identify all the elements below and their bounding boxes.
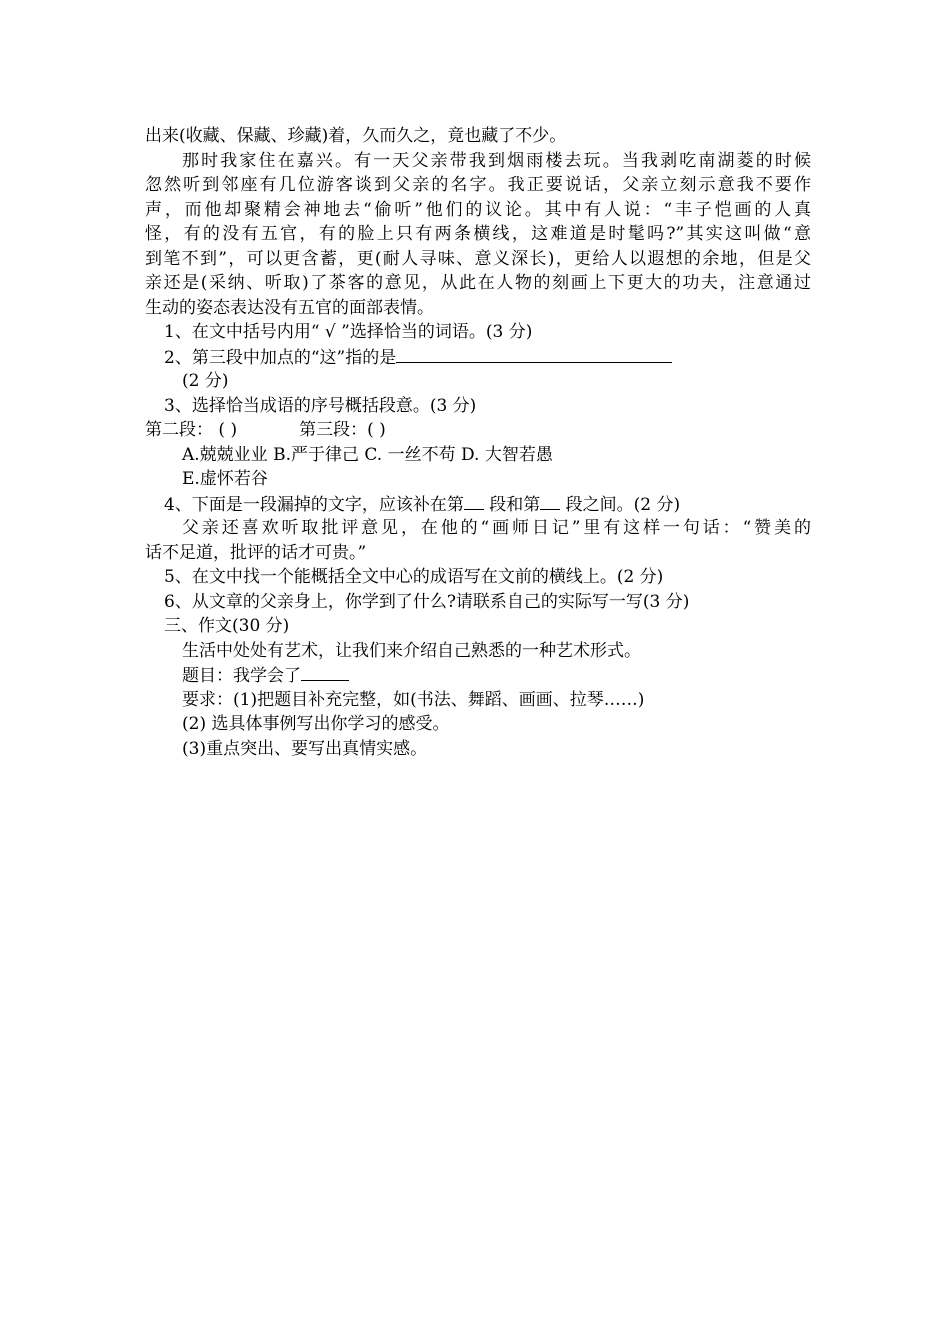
composition-title xyxy=(145,663,811,688)
question-3: 3、选择恰当成语的序号概括段意。(3 分) xyxy=(164,395,477,416)
question-4-blank-1[interactable] xyxy=(464,492,484,510)
composition-intro: 生活中处处有艺术，让我们来介绍自己熟悉的一种艺术形式。 xyxy=(182,640,641,661)
question-2 xyxy=(145,345,811,370)
question-3-para3: 第三段：( ) xyxy=(299,420,386,440)
question-2-text: 2、第三段中加点的“这”指的是 xyxy=(164,347,397,368)
passage-para2-line-2: 忽然听到邻座有几位游客谈到父亲的名字。我正要说话，父亲立刻示意我不要作 xyxy=(145,175,811,195)
composition-requirement-2: (2) 选具体事例写出你学习的感受。 xyxy=(182,714,450,734)
composition-requirement-1: 要求：(1)把题目补充完整，如(书法、舞蹈、画画、拉琴……) xyxy=(182,689,645,710)
question-3-options-1: A.兢兢业业 B.严于律己 C. 一丝不苟 D. 大智若愚 xyxy=(182,444,553,465)
passage-para2-line-5: 到笔不到”，可以更含蓄，更(耐人寻味、意义深长)，更给人以遐想的余地，但是父 xyxy=(145,248,811,269)
question-4-suffix: 段之间。(2 分) xyxy=(565,494,681,515)
question-3-options-2: E.虚怀若谷 xyxy=(182,469,268,489)
question-6: 6、从文章的父亲身上，你学到了什么?请联系自己的实际写一写(3 分) xyxy=(164,591,690,612)
composition-requirement-3: (3)重点突出、要写出真情实感。 xyxy=(182,738,428,759)
passage-para2-line-6: 亲还是(采纳、听取)了茶客的意见，从此在人物的刻画上下更大的功夫，注意通过 xyxy=(145,273,811,293)
document-body xyxy=(145,124,811,761)
passage-para2-line-1: 那时我家住在嘉兴。有一天父亲带我到烟雨楼去玩。当我剥吃南湖菱的时候 xyxy=(182,150,811,171)
passage-para2-line-7: 生动的姿态表达没有五官的面部表情。 xyxy=(145,297,434,318)
passage-para2-line-3: 声，而他却聚精会神地去“偷听”他们的议论。其中有人说：“丰子恺画的人真 xyxy=(145,199,811,220)
passage-line-1: 出来(收藏、保藏、珍藏)着，久而久之，竟也藏了不少。 xyxy=(145,126,567,146)
question-5: 5、在文中找一个能概括全文中心的成语写在文前的横线上。(2 分) xyxy=(164,567,664,587)
question-4-blank-2[interactable] xyxy=(540,492,560,510)
question-4-mid: 段和第 xyxy=(489,494,541,515)
question-4-text-2: 话不足道，批评的话才可贵。” xyxy=(145,542,367,563)
question-3-para2: 第二段： ( ) xyxy=(145,420,238,440)
composition-heading: 三、作文(30 分) xyxy=(164,616,290,636)
question-4-prefix: 4、下面是一段漏掉的文字，应该补在第 xyxy=(164,494,464,515)
question-4-text-1: 父亲还喜欢听取批评意见，在他的“画师日记”里有这样一句话：“赞美的 xyxy=(182,518,811,538)
question-2-answer-blank[interactable] xyxy=(396,345,672,363)
passage-para2-line-4: 怪，有的没有五官，有的脸上只有两条横线，这难道是时髦吗?”其实这叫做“意 xyxy=(145,224,811,244)
question-3-paragraph-choices xyxy=(145,418,811,443)
question-1: 1、在文中括号内用“ √ ”选择恰当的词语。(3 分) xyxy=(164,322,533,342)
composition-title-text: 题目：我学会了 xyxy=(182,666,301,686)
composition-title-blank[interactable] xyxy=(301,663,349,681)
question-4 xyxy=(145,492,811,517)
question-2-score: (2 分) xyxy=(182,371,229,391)
